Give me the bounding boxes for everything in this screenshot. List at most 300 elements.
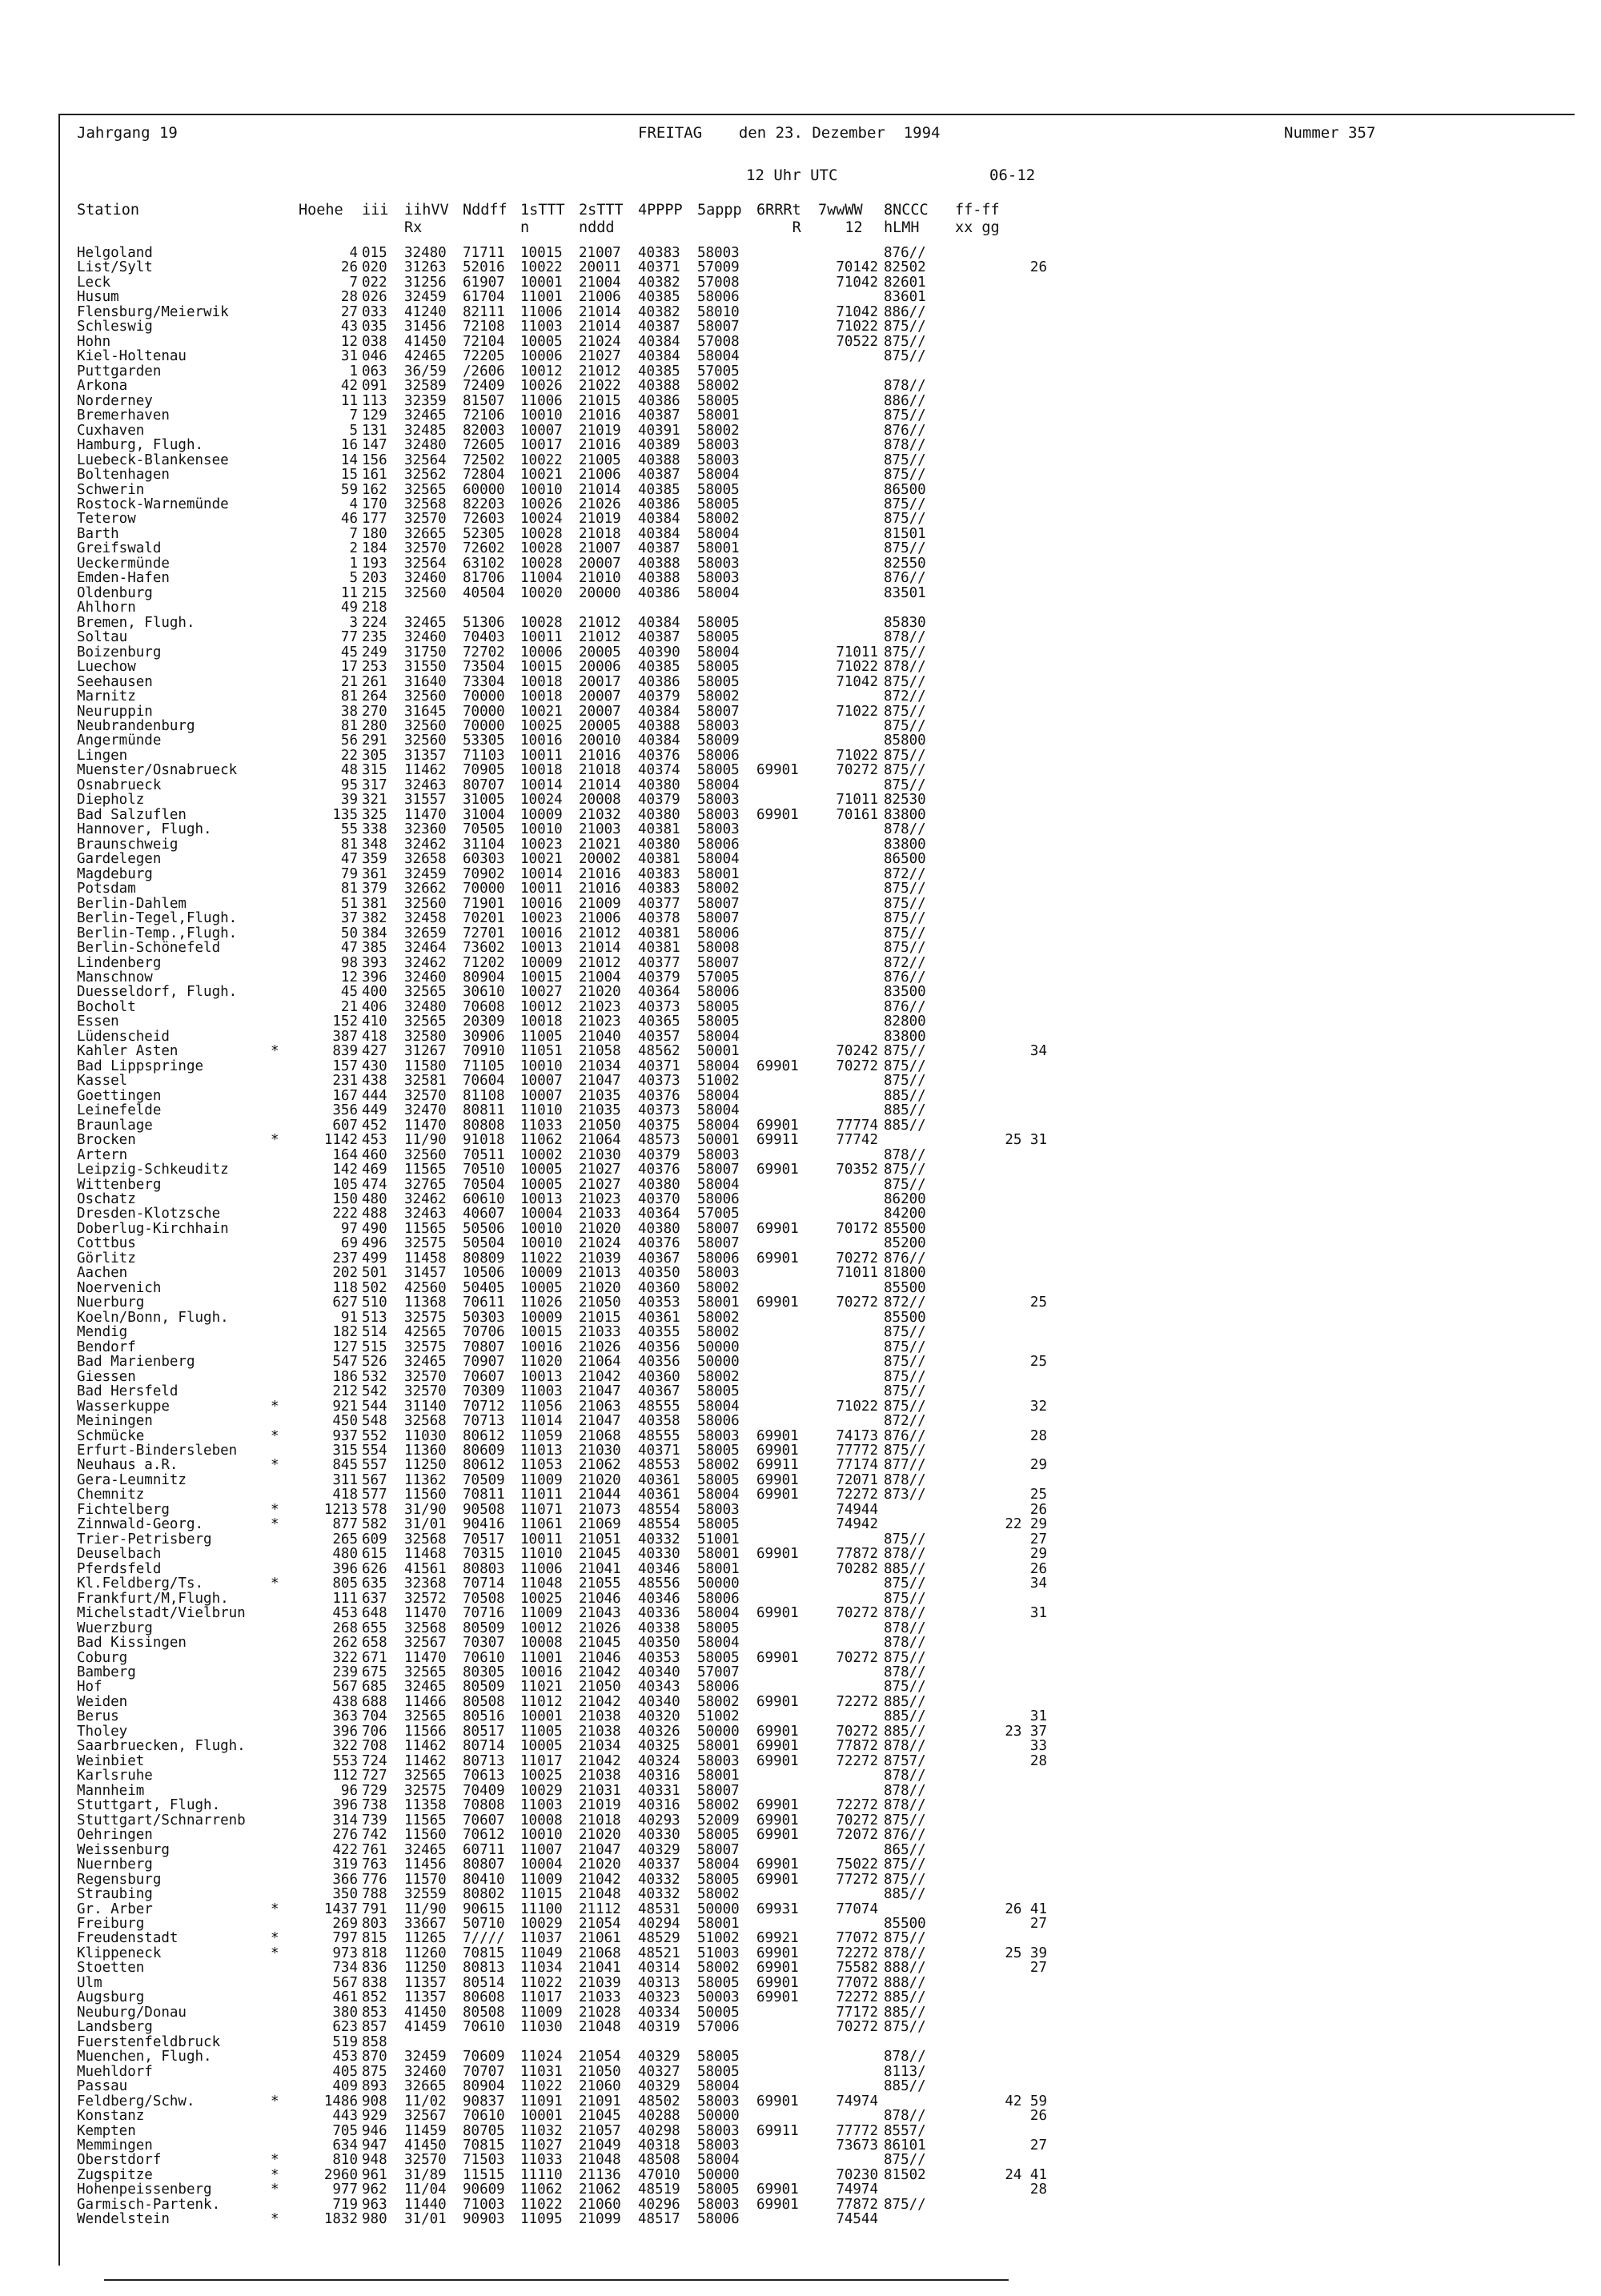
group-nddff: 80612: [463, 1427, 505, 1444]
station-name: Emden-Hafen: [77, 570, 170, 587]
station-name: Braunschweig: [77, 836, 179, 853]
group-1sttt: 10011: [520, 881, 563, 897]
group-4pppp: 48531: [638, 1901, 680, 1917]
group-2sttt: 21012: [579, 614, 621, 631]
station-name: Cottbus: [77, 1235, 136, 1252]
group-8nccc: 83800: [884, 806, 926, 823]
table-row: [0, 1074, 1561, 1088]
group-ihvv: 11357: [404, 1989, 447, 2006]
group-ffff: 26: [1029, 1560, 1047, 1577]
group-ihvv: 11360: [404, 1442, 447, 1459]
altitude: 2: [349, 540, 358, 557]
group-ffff: 27: [1029, 1531, 1047, 1547]
group-8nccc: 885//: [884, 1989, 926, 2006]
group-2sttt: 21020: [579, 984, 621, 1001]
group-2sttt: 21030: [579, 1146, 621, 1163]
group-2sttt: 21048: [579, 1886, 621, 1903]
group-8nccc: 878//: [884, 1471, 926, 1488]
group-6rrrt: 69901: [756, 1427, 799, 1444]
group-ffff: 25 31: [1005, 1132, 1047, 1149]
altitude: 1437: [323, 1901, 358, 1917]
altitude: 26: [340, 259, 358, 276]
group-2sttt: 21050: [579, 1295, 621, 1311]
group-ffff: 22 29: [1005, 1516, 1047, 1533]
group-5appp: 58004: [697, 2078, 740, 2095]
table-row: [0, 1443, 1561, 1458]
group-nddff: 70607: [463, 1368, 505, 1385]
group-1sttt: 11017: [520, 1752, 563, 1769]
group-1sttt: 10008: [520, 1812, 563, 1828]
group-5appp: 58004: [697, 1087, 740, 1104]
group-8nccc: 875//: [884, 1162, 926, 1178]
station-name: Freiburg: [77, 1915, 145, 1932]
group-1sttt: 10010: [520, 1235, 563, 1252]
station-number: 578: [362, 1501, 387, 1518]
group-nddff: 90615: [463, 1901, 505, 1917]
group-nddff: 73504: [463, 659, 505, 676]
table-row: [0, 1103, 1561, 1118]
group-8nccc: 875//: [884, 718, 926, 734]
group-2sttt: 21045: [579, 1546, 621, 1563]
group-4pppp: 40371: [638, 1442, 680, 1459]
altitude: 7: [349, 407, 358, 424]
group-5appp: 58004: [697, 1635, 740, 1652]
group-ihvv: 11368: [404, 1295, 447, 1311]
group-4pppp: 40358: [638, 1413, 680, 1430]
table-row: [0, 630, 1561, 644]
group-nddff: 80809: [463, 1250, 505, 1266]
station-name: Straubing: [77, 1886, 153, 1903]
altitude: 135: [332, 806, 358, 823]
station-name: Bamberg: [77, 1664, 136, 1680]
station-name: Mendig: [77, 1324, 128, 1341]
group-1sttt: 10004: [520, 1856, 563, 1873]
group-6rrrt: 69901: [756, 1797, 799, 1814]
group-2sttt: 21060: [579, 2078, 621, 2095]
group-4pppp: 40336: [638, 1605, 680, 1622]
group-5appp: 58001: [697, 1915, 740, 1932]
group-4pppp: 40388: [638, 378, 680, 395]
group-nddff: 73304: [463, 673, 505, 690]
group-ihvv: 32460: [404, 629, 447, 646]
group-8nccc: 8113/: [884, 2063, 926, 2080]
group-1sttt: 10013: [520, 1191, 563, 1207]
group-ihvv: 32568: [404, 1413, 447, 1430]
table-row: [0, 1931, 1561, 1945]
group-2sttt: 20008: [579, 792, 621, 809]
group-6rrrt: 69901: [756, 1605, 799, 1622]
group-5appp: 58003: [697, 1265, 740, 1282]
group-1sttt: 10009: [520, 1309, 563, 1326]
group-1sttt: 11017: [520, 1989, 563, 2006]
group-1sttt: 11027: [520, 2137, 563, 2154]
table-row: [0, 1621, 1561, 1636]
group-1sttt: 11009: [520, 2004, 563, 2021]
group-7wwww: 70172: [836, 1220, 878, 1237]
group-1sttt: 10010: [520, 821, 563, 838]
station-number: 853: [362, 2004, 387, 2021]
group-7wwww: 72272: [836, 1693, 878, 1710]
group-4pppp: 40298: [638, 2122, 680, 2139]
group-ffff: 28: [1029, 2182, 1047, 2198]
group-8nccc: 872//: [884, 865, 926, 882]
station-number: 161: [362, 467, 387, 484]
group-2sttt: 21068: [579, 1427, 621, 1444]
station-number: 147: [362, 437, 387, 454]
station-name: Rostock-Warnemünde: [77, 496, 229, 512]
altitude: 77: [340, 629, 358, 646]
group-4pppp: 48508: [638, 2152, 680, 2169]
altitude: 142: [332, 1162, 358, 1178]
group-4pppp: 40384: [638, 511, 680, 528]
station-number: 724: [362, 1752, 387, 1769]
group-4pppp: 40384: [638, 348, 680, 365]
group-8nccc: 875//: [884, 319, 926, 335]
group-2sttt: 21020: [579, 1471, 621, 1488]
group-2sttt: 20007: [579, 703, 621, 720]
altitude: 839: [332, 1043, 358, 1060]
group-2sttt: 21042: [579, 1871, 621, 1888]
altitude: 111: [332, 1590, 358, 1607]
station-number: 020: [362, 259, 387, 276]
station-number: 156: [362, 452, 387, 468]
altitude: 59: [340, 481, 358, 498]
station-name: Bad Marienberg: [77, 1354, 195, 1371]
group-8nccc: 885//: [884, 2078, 926, 2095]
group-4pppp: 47010: [638, 2166, 680, 2183]
group-8nccc: 878//: [884, 1620, 926, 1636]
station-name: Oehringen: [77, 1827, 153, 1844]
group-1sttt: 10011: [520, 1531, 563, 1547]
group-2sttt: 20002: [579, 851, 621, 868]
group-5appp: 58001: [697, 1560, 740, 1577]
group-8nccc: 82502: [884, 259, 926, 276]
group-ihvv: 32560: [404, 718, 447, 734]
group-8nccc: 885//: [884, 1708, 926, 1725]
group-1sttt: 11071: [520, 1501, 563, 1518]
station-name: Stuttgart/Schnarrenb: [77, 1812, 246, 1828]
station-name: Angermünde: [77, 733, 162, 749]
group-2sttt: 21048: [579, 2019, 621, 2036]
station-name: Bremen, Flugh.: [77, 614, 195, 631]
group-nddff: 70409: [463, 1782, 505, 1799]
group-1sttt: 10015: [520, 1324, 563, 1341]
group-2sttt: 21040: [579, 1028, 621, 1045]
altitude: 47: [340, 851, 358, 868]
group-6rrrt: 69901: [756, 1471, 799, 1488]
station-name: Kiel-Holtenau: [77, 348, 187, 365]
group-8nccc: 8557/: [884, 2122, 926, 2139]
station-number: 131: [362, 422, 387, 439]
group-8nccc: 878//: [884, 659, 926, 676]
station-number: 875: [362, 2063, 387, 2080]
group-8nccc: 878//: [884, 1605, 926, 1622]
group-ffff: 42 59: [1005, 2093, 1047, 2109]
group-5appp: 58002: [697, 1279, 740, 1296]
altitude: 623: [332, 2019, 358, 2036]
group-8nccc: 875//: [884, 747, 926, 764]
group-5appp: 58004: [697, 777, 740, 793]
group-2sttt: 21044: [579, 1487, 621, 1503]
station-number: 444: [362, 1087, 387, 1104]
group-7wwww: 74944: [836, 1501, 878, 1518]
station-number: 870: [362, 2049, 387, 2065]
station-name: Gera-Leumnitz: [77, 1471, 187, 1488]
group-nddff: 80713: [463, 1752, 505, 1769]
altitude: 319: [332, 1856, 358, 1873]
group-2sttt: 21026: [579, 1339, 621, 1355]
station-name: Muenchen, Flugh.: [77, 2049, 212, 2065]
group-ihvv: 32568: [404, 1531, 447, 1547]
group-7wwww: 71011: [836, 792, 878, 809]
group-8nccc: 878//: [884, 1664, 926, 1680]
altitude: 152: [332, 1014, 358, 1030]
group-2sttt: 21062: [579, 2182, 621, 2198]
station-number: 708: [362, 1738, 387, 1755]
group-nddff: 70201: [463, 910, 505, 927]
group-6rrrt: 69901: [756, 1220, 799, 1237]
table-row: [0, 2065, 1561, 2079]
altitude: 11: [340, 584, 358, 601]
group-4pppp: 40385: [638, 289, 680, 306]
station-name: Coburg: [77, 1649, 128, 1666]
group-nddff: 70612: [463, 1827, 505, 1844]
group-nddff: 90903: [463, 2211, 505, 2228]
station-number: 729: [362, 1782, 387, 1799]
col-4pppp: 4PPPP: [638, 202, 683, 219]
table-row: [0, 1784, 1561, 1798]
group-nddff: 70807: [463, 1339, 505, 1355]
group-ihvv: 32581: [404, 1073, 447, 1090]
group-7wwww: 77074: [836, 1901, 878, 1917]
group-1sttt: 10010: [520, 481, 563, 498]
table-row: [0, 1192, 1561, 1206]
station-number: 929: [362, 2108, 387, 2125]
altitude: 12: [340, 333, 358, 350]
altitude: 438: [332, 1693, 358, 1710]
group-ihvv: 32465: [404, 1841, 447, 1858]
group-4pppp: 40357: [638, 1028, 680, 1045]
group-ffff: 25: [1029, 1487, 1047, 1503]
group-5appp: 57005: [697, 1206, 740, 1222]
group-nddff: 70508: [463, 1590, 505, 1607]
group-ffff: 29: [1029, 1546, 1047, 1563]
group-4pppp: 48562: [638, 1043, 680, 1060]
altitude: 7: [349, 274, 358, 291]
group-ihvv: 31256: [404, 274, 447, 291]
group-4pppp: 40319: [638, 2019, 680, 2036]
group-nddff: 72409: [463, 378, 505, 395]
group-7wwww: 77172: [836, 2004, 878, 2021]
group-2sttt: 21027: [579, 348, 621, 365]
table-row: [0, 1843, 1561, 1857]
group-ihvv: 11/90: [404, 1901, 447, 1917]
group-5appp: 58003: [697, 452, 740, 468]
group-1sttt: 11022: [520, 2196, 563, 2213]
group-ihvv: 11466: [404, 1693, 447, 1710]
group-4pppp: 40325: [638, 1738, 680, 1755]
group-6rrrt: 69901: [756, 762, 799, 779]
group-2sttt: 21068: [579, 1945, 621, 1961]
group-4pppp: 40380: [638, 806, 680, 823]
station-name: Landsberg: [77, 2019, 153, 2036]
group-1sttt: 10001: [520, 2108, 563, 2125]
altitude: 4: [349, 496, 358, 512]
group-ihvv: 32570: [404, 1383, 447, 1400]
station-name: Hohenpeissenberg: [77, 2182, 212, 2198]
group-1sttt: 10015: [520, 969, 563, 985]
altitude: 315: [332, 1442, 358, 1459]
station-number: 361: [362, 865, 387, 882]
station-name: Norderney: [77, 392, 153, 409]
group-1sttt: 11033: [520, 2152, 563, 2169]
group-1sttt: 10010: [520, 1058, 563, 1074]
group-1sttt: 10010: [520, 1220, 563, 1237]
table-row: [0, 1384, 1561, 1399]
station-name: Berlin-Schönefeld: [77, 940, 221, 957]
table-row: [0, 941, 1561, 955]
group-7wwww: 70242: [836, 1043, 878, 1060]
group-1sttt: 10005: [520, 1176, 563, 1193]
group-8nccc: 83800: [884, 836, 926, 853]
group-8nccc: 82800: [884, 1014, 926, 1030]
group-ihvv: 11030: [404, 1427, 447, 1444]
station-number: 675: [362, 1664, 387, 1680]
altitude: 16: [340, 437, 358, 454]
altitude: 5: [349, 422, 358, 439]
station-number: 452: [362, 1117, 387, 1134]
group-nddff: 70610: [463, 2019, 505, 2036]
station-name: Hohn: [77, 333, 111, 350]
group-8nccc: 875//: [884, 1354, 926, 1371]
group-8nccc: 878//: [884, 1146, 926, 1163]
station-name: Artern: [77, 1146, 128, 1163]
group-nddff: 70604: [463, 1073, 505, 1090]
group-nddff: 72502: [463, 452, 505, 468]
group-5appp: 50005: [697, 2004, 740, 2021]
table-row: [0, 1695, 1561, 1709]
station-number: 384: [362, 925, 387, 941]
station-name: Helgoland: [77, 245, 153, 261]
station-name: Berlin-Tegel,Flugh.: [77, 910, 238, 927]
altitude: 39: [340, 792, 358, 809]
station-number: 022: [362, 274, 387, 291]
group-7wwww: 71022: [836, 659, 878, 676]
group-5appp: 58003: [697, 1146, 740, 1163]
group-4pppp: 40373: [638, 998, 680, 1015]
table-row: [0, 1606, 1561, 1620]
group-2sttt: 21009: [579, 895, 621, 912]
group-1sttt: 10010: [520, 407, 563, 424]
altitude: 380: [332, 2004, 358, 2021]
station-number: 946: [362, 2122, 387, 2139]
group-4pppp: 48553: [638, 1457, 680, 1474]
group-nddff: 80508: [463, 1693, 505, 1710]
group-5appp: 58002: [697, 1797, 740, 1814]
group-5appp: 58005: [697, 481, 740, 498]
station-number: 427: [362, 1043, 387, 1060]
group-2sttt: 21014: [579, 777, 621, 793]
station-number: 418: [362, 1028, 387, 1045]
group-5appp: 58003: [697, 437, 740, 454]
station-name: Memmingen: [77, 2137, 153, 2154]
group-1sttt: 11059: [520, 1427, 563, 1444]
altitude: 7: [349, 525, 358, 542]
group-nddff: 80807: [463, 1856, 505, 1873]
station-number: 626: [362, 1560, 387, 1577]
group-4pppp: 48554: [638, 1501, 680, 1518]
group-nddff: 71901: [463, 895, 505, 912]
station-name: Marnitz: [77, 688, 136, 705]
group-8nccc: 876//: [884, 570, 926, 587]
station-number: 249: [362, 644, 387, 660]
altitude: 51: [340, 895, 358, 912]
group-5appp: 58006: [697, 925, 740, 941]
group-nddff: 81108: [463, 1087, 505, 1104]
table-row: [0, 586, 1561, 600]
group-2sttt: 21004: [579, 969, 621, 985]
group-4pppp: 40390: [638, 644, 680, 660]
group-7wwww: 71022: [836, 319, 878, 335]
altitude: 43: [340, 319, 358, 335]
group-1sttt: 10021: [520, 467, 563, 484]
station-name: Hannover, Flugh.: [77, 821, 212, 838]
group-nddff: /2606: [463, 363, 505, 379]
altitude: 409: [332, 2078, 358, 2095]
group-2sttt: 21058: [579, 1043, 621, 1060]
group-8nccc: 875//: [884, 496, 926, 512]
table-row: [0, 1813, 1561, 1828]
table-row: [0, 541, 1561, 556]
group-2sttt: 21042: [579, 1752, 621, 1769]
group-nddff: 80410: [463, 1871, 505, 1888]
group-5appp: 58003: [697, 792, 740, 809]
group-6rrrt: 69921: [756, 1930, 799, 1947]
station-number: 203: [362, 570, 387, 587]
group-8nccc: 875//: [884, 407, 926, 424]
group-1sttt: 11021: [520, 1679, 563, 1696]
group-2sttt: 21064: [579, 1132, 621, 1149]
col-ffff: ff-ff xx gg: [955, 202, 1000, 236]
group-6rrrt: 69911: [756, 1457, 799, 1474]
group-2sttt: 21024: [579, 1235, 621, 1252]
group-5appp: 58001: [697, 865, 740, 882]
group-ihvv: 32570: [404, 511, 447, 528]
group-5appp: 58006: [697, 1590, 740, 1607]
group-2sttt: 21035: [579, 1087, 621, 1104]
group-4pppp: 40374: [638, 762, 680, 779]
group-ihvv: 32580: [404, 1028, 447, 1045]
table-row: [0, 1044, 1561, 1058]
high-station-mark: *: [271, 1501, 279, 1518]
table-row: [0, 2109, 1561, 2123]
station-number: 688: [362, 1693, 387, 1710]
group-4pppp: 40364: [638, 1206, 680, 1222]
group-2sttt: 21010: [579, 570, 621, 587]
group-2sttt: 21033: [579, 1206, 621, 1222]
table-row: [0, 897, 1561, 911]
group-4pppp: 40385: [638, 363, 680, 379]
group-8nccc: 82530: [884, 792, 926, 809]
station-number: 406: [362, 998, 387, 1015]
group-nddff: 72702: [463, 644, 505, 660]
table-row: [0, 1266, 1561, 1280]
group-5appp: 58003: [697, 2093, 740, 2109]
station-name: Saarbruecken, Flugh.: [77, 1738, 246, 1755]
altitude: 366: [332, 1871, 358, 1888]
table-row: [0, 822, 1561, 837]
col-1sttt: 1sTTT n: [520, 202, 565, 236]
